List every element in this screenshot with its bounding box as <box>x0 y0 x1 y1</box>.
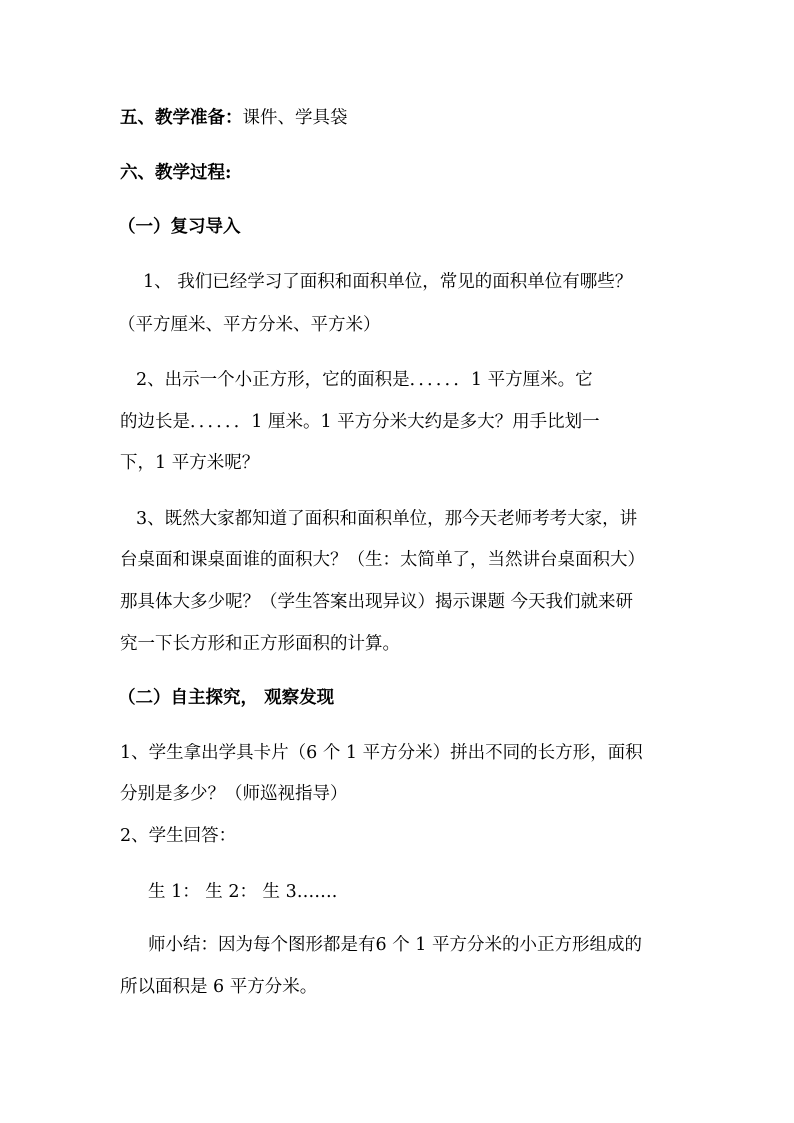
section-5-label: 五、教学准备： <box>120 108 243 128</box>
part-1-item-2-line-2: 的边长是．．．．．．1 厘米。1 平方分米大约是多大？用手比划一 <box>120 412 600 432</box>
section-5-preparation <box>120 106 680 130</box>
part-2-item-2-line-1: 2、学生回答： <box>120 826 237 846</box>
part-2-summary-line-1: 师小结：因为每个图形都是有6 个 1 平方分米的小正方形组成的 <box>148 935 642 955</box>
part-1-heading: （一）复习导入 <box>118 217 241 237</box>
part-2-summary-line-2: 所以面积是 6 平方分米。 <box>120 977 318 997</box>
section-5-content: 课件、学具袋 <box>242 108 348 128</box>
part-1-item-3-line-4: 究一下长方形和正方形面积的计算。 <box>120 634 400 654</box>
part-2-item-1-line-1: 1、学生拿出学具卡片（6 个 1 平方分米）拼出不同的长方形，面积 <box>120 743 643 763</box>
part-2-answers: 生 1： 生 2： 生 3……. <box>148 882 338 902</box>
part-1-item-1-line-2: （平方厘米、平方分米、平方米） <box>118 315 381 335</box>
part-1-item-2-line-3: 下，1 平方米呢？ <box>120 453 260 473</box>
section-6-heading: 六、教学过程: <box>120 163 232 183</box>
part-1-item-1-line-1: 1、 我们已经学习了面积和面积单位，常见的面积单位有哪些？ <box>143 272 633 292</box>
part-1-item-3-line-3: 那具体大多少呢？（学生答案出现异议）揭示课题 今天我们就来研 <box>120 592 634 612</box>
part-2-item-1-line-2: 分别是多少？（师巡视指导） <box>120 784 348 804</box>
part-1-item-3-line-1: 3、既然大家都知道了面积和面积单位，那今天老师考考大家，讲 <box>136 509 638 529</box>
part-1-item-2-line-1: 2、出示一个小正方形，它的面积是．．．．．．1 平方厘米。它 <box>136 370 593 390</box>
part-2-heading: （二）自主探究， 观察发现 <box>118 688 335 708</box>
part-1-item-3-line-2: 台桌面和课桌面谁的面积大？（生：太简单了，当然讲台桌面积大） <box>120 550 645 570</box>
